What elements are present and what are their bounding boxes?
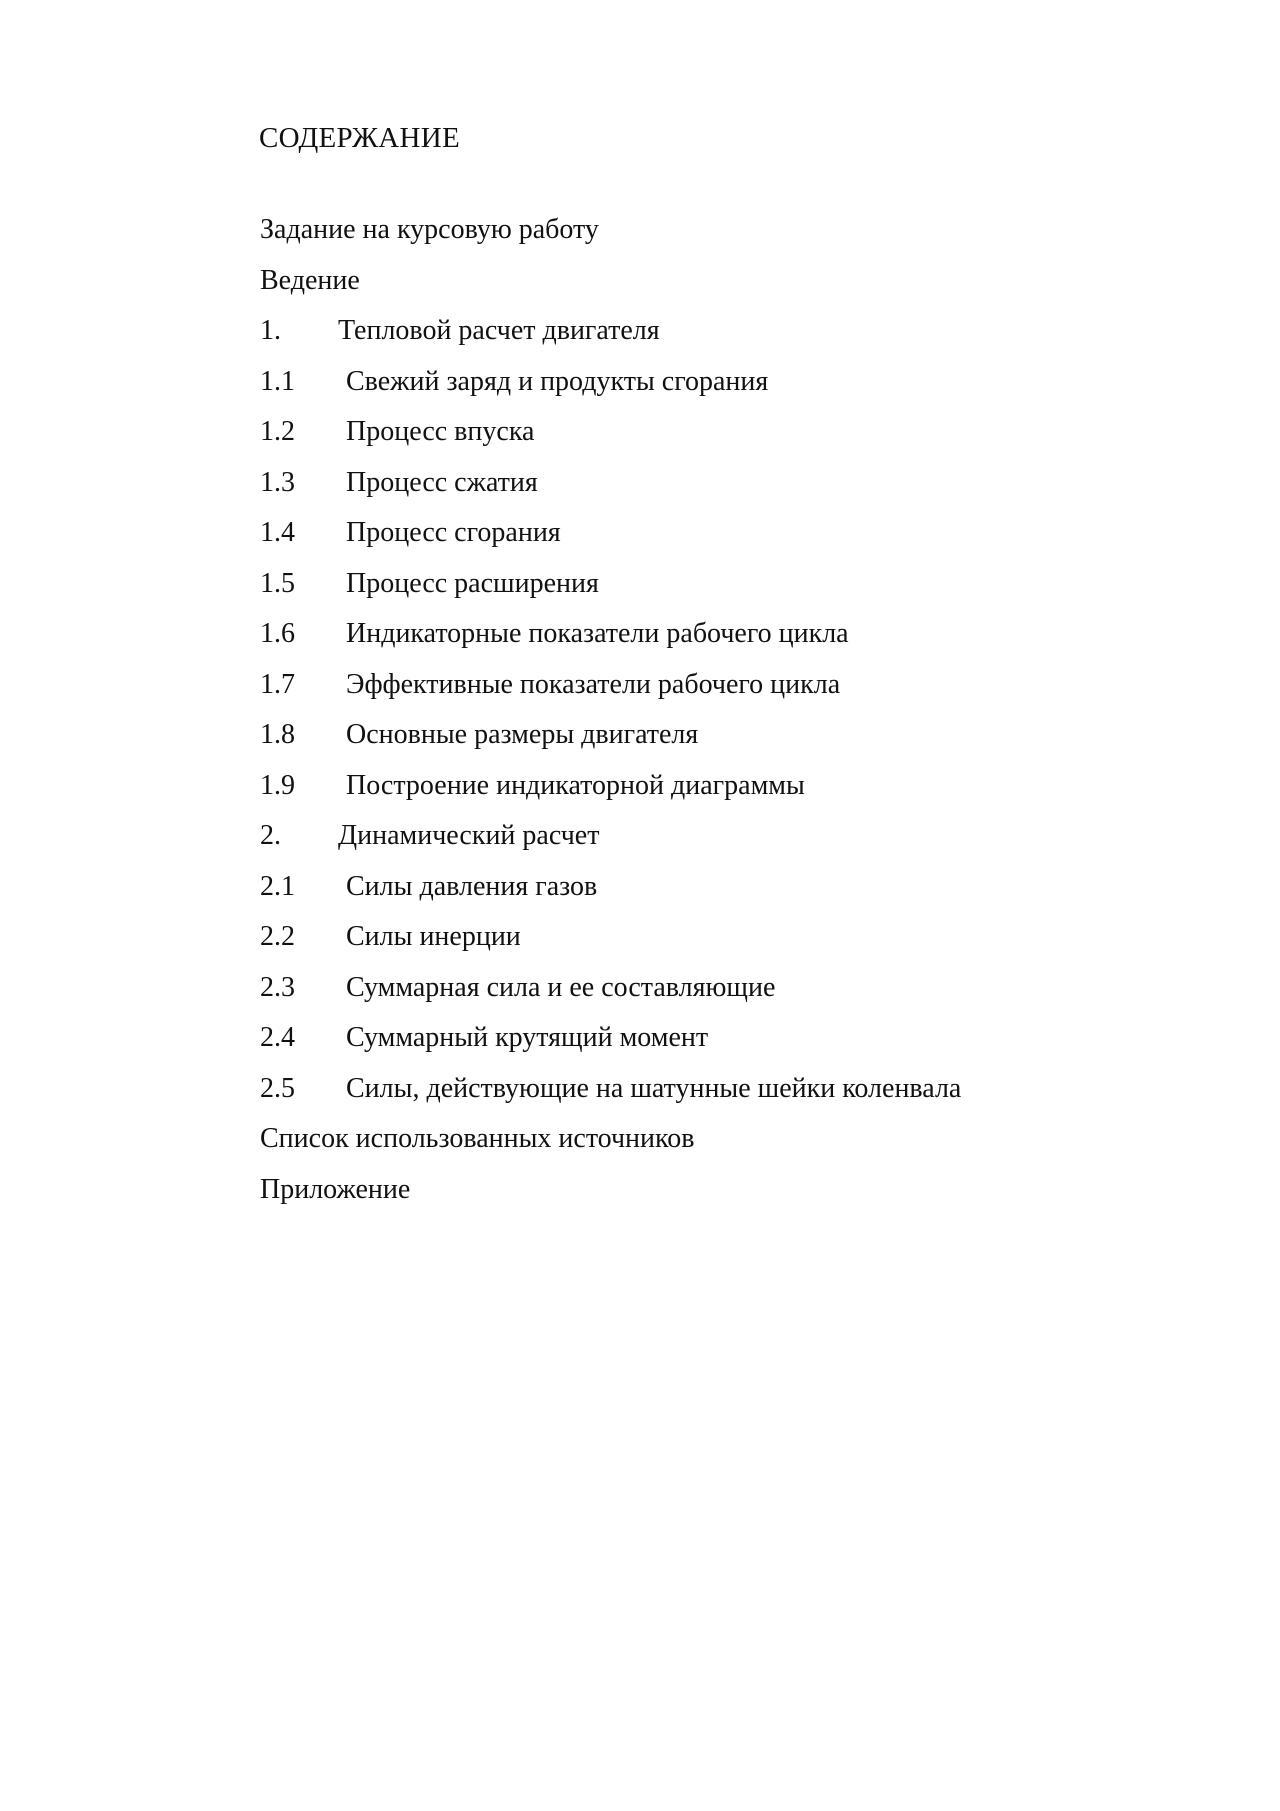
toc-entry-number: 2.5: [260, 1072, 295, 1104]
toc-entry: [260, 1018, 1160, 1069]
toc-entry-text: Список использованных источников: [260, 1123, 695, 1154]
toc-entry: [260, 1069, 1160, 1120]
toc-entry-number: 2.3: [260, 971, 295, 1003]
toc-entry-text: Ведение: [260, 264, 360, 296]
toc-entry: [260, 968, 1160, 1019]
toc-entry: [260, 564, 1160, 615]
page-title: СОДЕРЖАНИЕ: [259, 122, 460, 154]
toc-entry-text: Силы давления газов: [346, 870, 598, 902]
toc-entry-text: Динамический расчет: [338, 820, 600, 851]
toc-entry: [260, 614, 1160, 665]
toc-entry-text: Процесс расширения: [346, 567, 599, 599]
toc-entry-text: Процесс сгорания: [346, 517, 561, 548]
toc-entry: [260, 513, 1160, 564]
toc-entry-text: Суммарная сила и ее составляющие: [346, 971, 776, 1003]
toc-entry-text: Индикаторные показатели рабочего цикла: [346, 618, 849, 649]
toc-entry-text: Тепловой расчет двигателя: [338, 315, 660, 346]
toc-entry: [260, 463, 1160, 514]
toc-entry: [260, 867, 1160, 918]
toc-entry-number: 2.2: [260, 921, 295, 952]
toc-entry-number: 1.2: [260, 416, 295, 447]
toc-entry-text: Суммарный крутящий момент: [346, 1022, 709, 1053]
toc-entry-number: 1.6: [260, 618, 295, 649]
toc-entry-number: 1.7: [260, 668, 295, 700]
toc-entry: [260, 210, 1160, 261]
toc-entry-number: 1.5: [260, 567, 295, 599]
toc-entry-number: 1.4: [260, 517, 295, 548]
toc-entry-number: 1.: [260, 315, 281, 346]
toc-entry-text: Свежий заряд и продукты сгорания: [346, 365, 769, 397]
toc-entry-number: 2.4: [260, 1022, 295, 1053]
table-of-contents: [260, 210, 1160, 1220]
toc-entry-text: Силы, действующие на шатунные шейки коленвала: [346, 1072, 962, 1104]
toc-entry: [260, 816, 1160, 867]
toc-entry: [260, 362, 1160, 413]
toc-entry-text: Силы инерции: [346, 921, 521, 952]
toc-entry-text: Процесс впуска: [346, 416, 535, 447]
toc-entry-text: Процесс сжатия: [346, 466, 538, 498]
toc-entry-number: 2.1: [260, 870, 295, 902]
toc-entry: [260, 917, 1160, 968]
toc-entry-number: 1.9: [260, 769, 295, 801]
toc-entry: [260, 1170, 1160, 1221]
toc-entry: [260, 311, 1160, 362]
toc-entry: [260, 665, 1160, 716]
toc-entry-number: 1.1: [260, 365, 295, 397]
toc-entry-number: 1.3: [260, 466, 295, 498]
toc-entry: [260, 1119, 1160, 1170]
toc-entry: [260, 261, 1160, 312]
toc-entry: [260, 412, 1160, 463]
toc-entry-text: Эффективные показатели рабочего цикла: [346, 668, 841, 700]
toc-entry-number: 1.8: [260, 719, 295, 750]
toc-entry-number: 2.: [260, 820, 281, 851]
toc-entry-text: Приложение: [260, 1173, 411, 1205]
toc-entry-text: Построение индикаторной диаграммы: [346, 769, 805, 801]
toc-entry-text: Основные размеры двигателя: [346, 719, 699, 750]
toc-entry-text: Задание на курсовую работу: [260, 214, 599, 245]
toc-entry: [260, 715, 1160, 766]
toc-entry: [260, 766, 1160, 817]
